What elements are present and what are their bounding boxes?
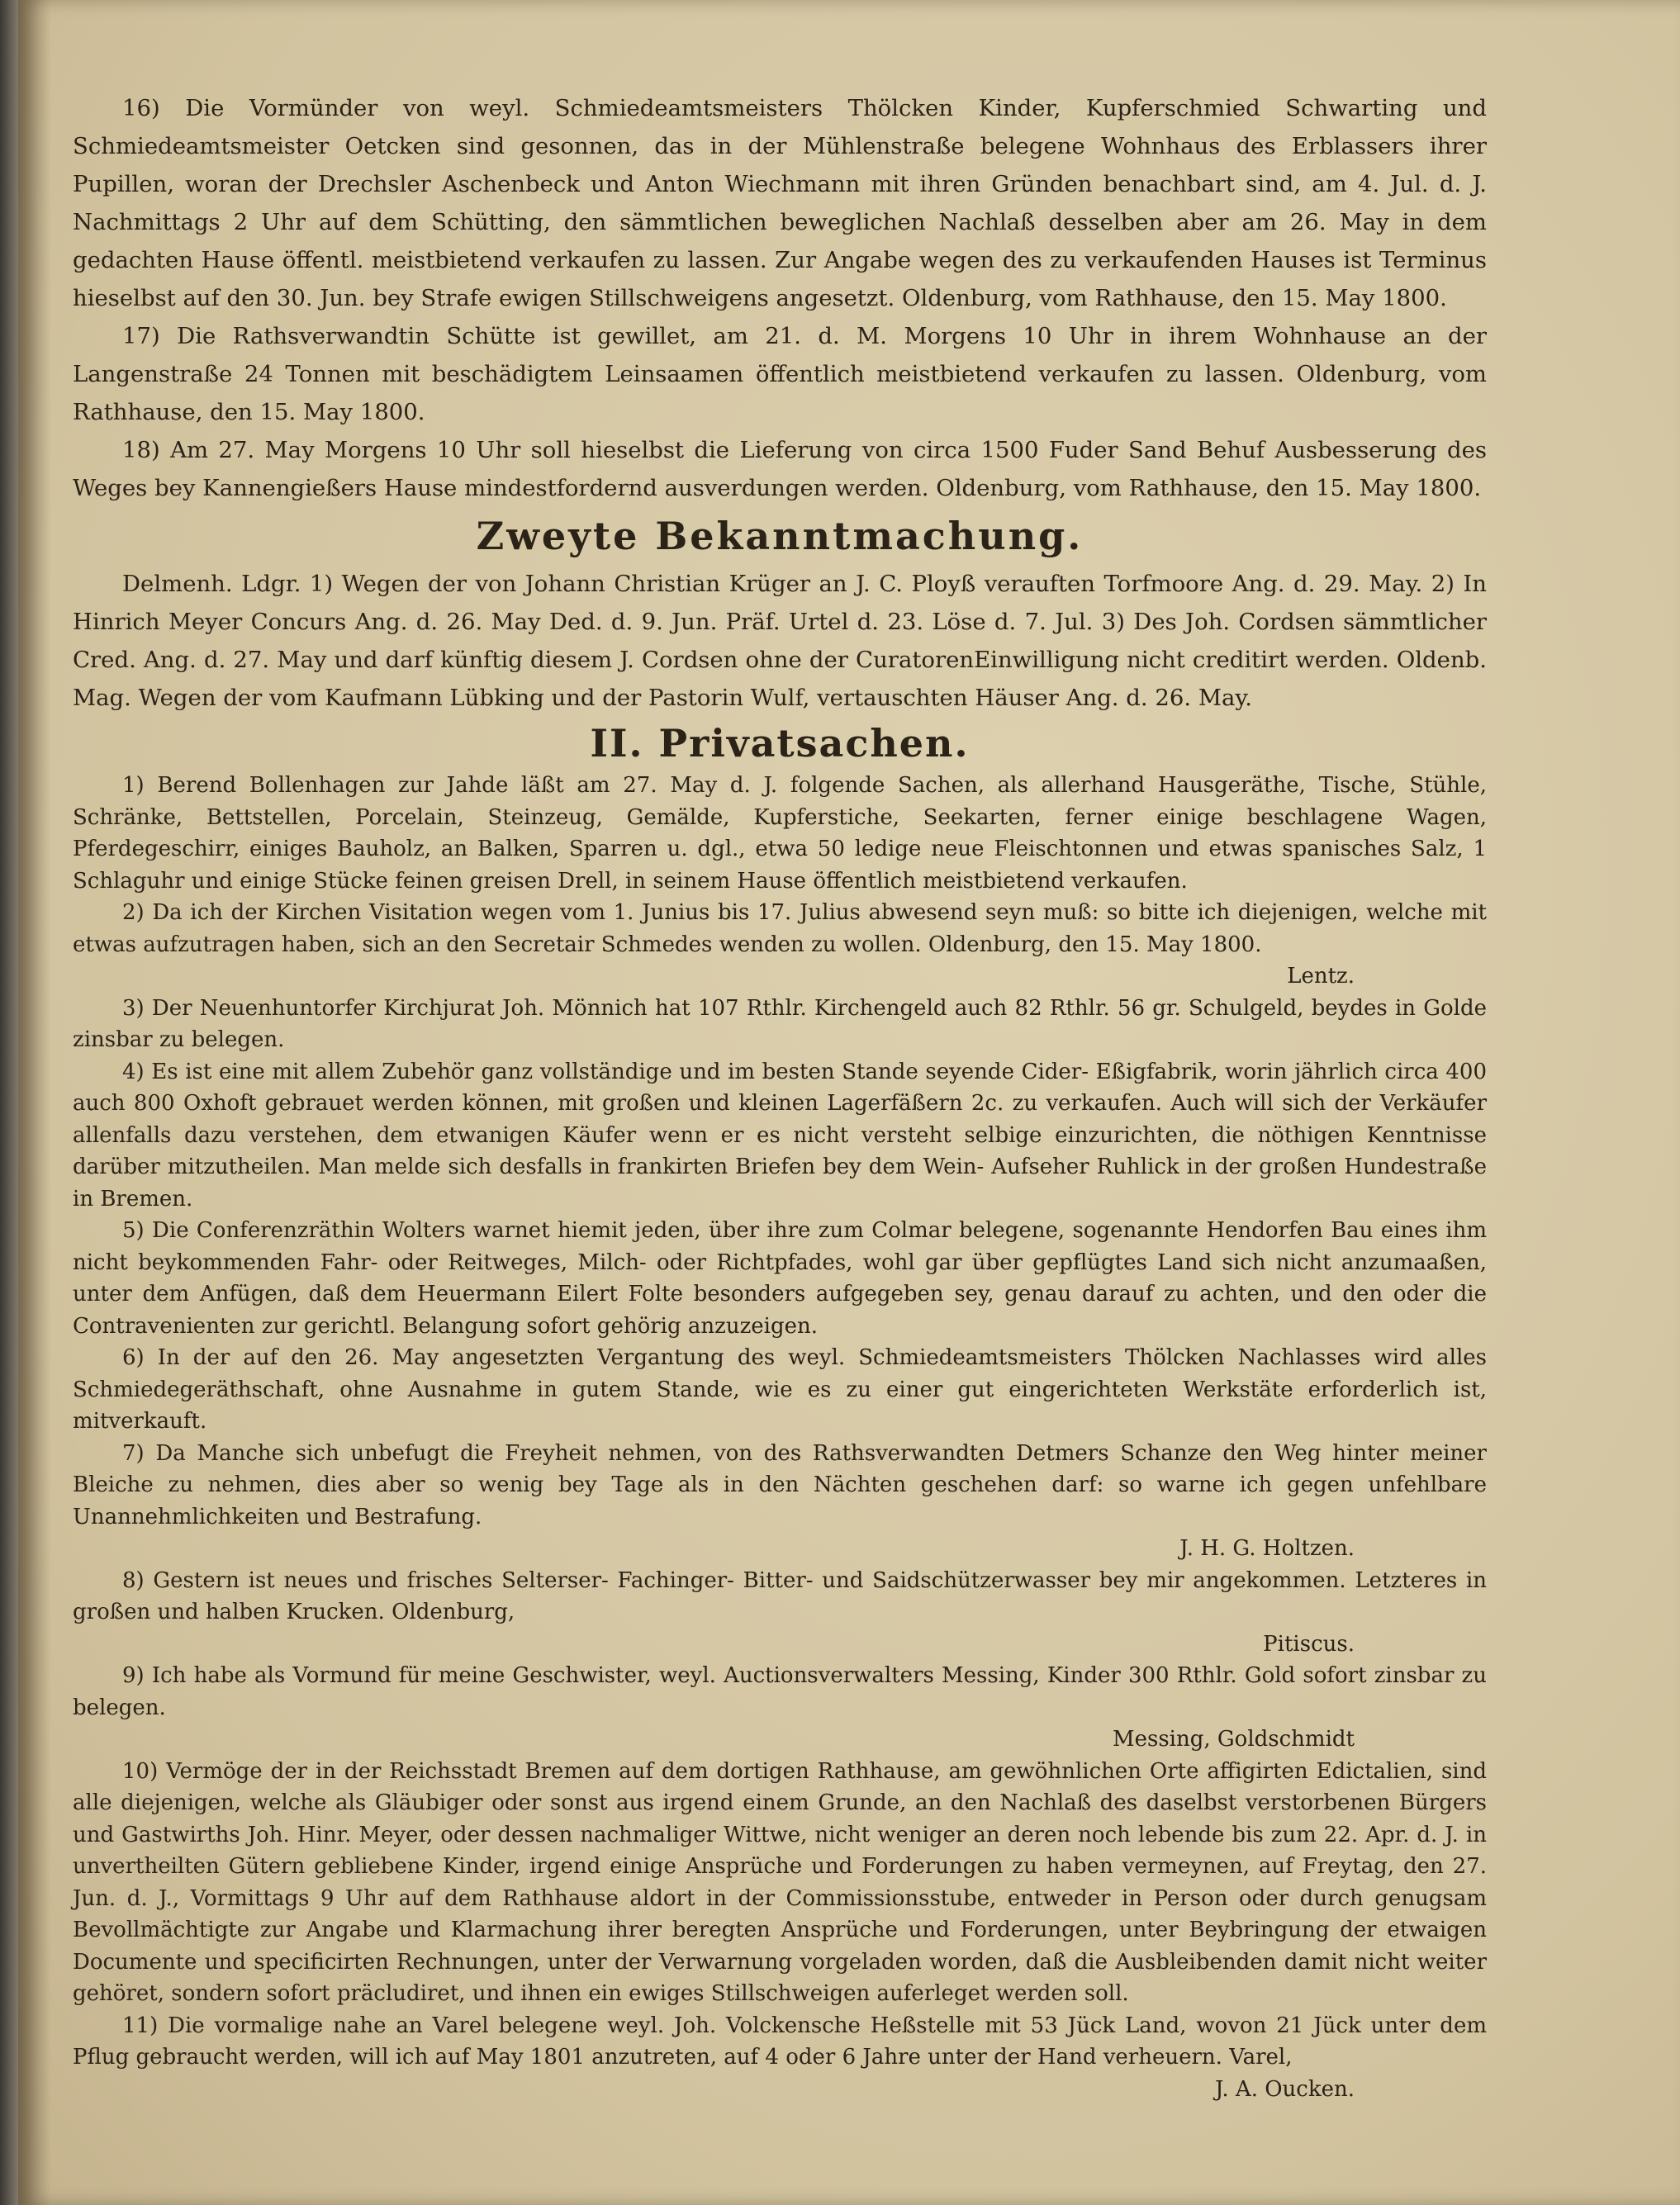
private-notice-1: 1) Berend Bollenhagen zur Jahde läßt am 27. May d. J. folgende Sachen, als allerhand Hausgeräthe, Tische, Stühle, Schränke, Bettstellen, Porcelain, Steinzeug, Gemälde, Kupferstiche, Seekarten, ferner einige beschlagene Wagen, Pferdegeschirr, einiges Bauholz, an Balken, Sparren u. dgl., etwa 50 ledige neue Fleischtonnen und etwas spanisches Salz, 1 Schlaguhr und einige Stücke feinen greisen Drell, in seinem Hause öffentlich meistbietend verkaufen. [73, 773, 1487, 894]
private-notice-6: 6) In der auf den 26. May angesetzten Vergantung des weyl. Schmiedeamtsmeisters Thölcken Nachlasses wird alles Schmiedegeräthschaft, ohne Ausnahme in gutem Stande, wie es zu einer gut eingerichteten Werkstäte erforderlich ist, mitverkauft. [73, 1345, 1487, 1434]
notice-16: 16) Die Vormünder von weyl. Schmiedeamtsmeisters Thölcken Kinder, Kupferschmied Schwarting und Schmiedeamtsmeister Oetcken sind gesonnen, das in der Mühlenstraße belegene Wohnhaus des Erblassers ihrer Pupillen, woran der Drechsler Aschenbeck und Anton Wiechmann mit ihren Gründen benachbart sind, am 4. Jul. d. J. Nachmittags 2 Uhr auf dem Schütting, den sämmtlichen beweglichen Nachlaß desselben aber am 26. May in dem gedachten Hause öffentl. meistbietend verkaufen zu lassen. Zur Angabe wegen des zu verkaufenden Hauses ist Terminus hieselbst auf den 30. Jun. bey Strafe ewigen Stillschweigens angesetzt. Oldenburg, vom Rathhause, den 15. May 1800. [73, 95, 1487, 311]
private-notice-2: 2) Da ich der Kirchen Visitation wegen vom 1. Junius bis 17. Julius abwesend seyn muß: so bitte ich diejenigen, welche mit etwas aufzutragen haben, sich an den Secretair Schmedes wenden zu wollen. Oldenburg, den 15. May 1800. [73, 900, 1487, 957]
private-notice-8: 8) Gestern ist neues und frisches Selterser- Fachinger- Bitter- und Saidschützerwasser bey mir angekommen. Letzteres in großen und halben Krucken. Oldenburg, [73, 1567, 1487, 1624]
private-notice-4: 4) Es ist eine mit allem Zubehör ganz vollständige und im besten Stande seyende Cider- Eßigfabrik, worin jährlich circa 400 auch 800 Oxhoft gebrauet werden können, mit großen und kleinen Lagerfäßern 2c. zu verkaufen. Auch will sich der Verkäufer allenfalls dazu verstehen, dem etwanigen Käufer wenn er es nicht versteht selbige einzurichten, die nöthigen Kenntnisse darüber mitzutheilen. Man melde sich desfalls in frankirten Briefen bey dem Wein- Aufseher Ruhlick in der großen Hundestraße in Bremen. [73, 1059, 1487, 1212]
private-notice-9: 9) Ich habe als Vormund für meine Geschwister, weyl. Auctionsverwalters Messing, Kinder 300 Rthlr. Gold sofort zinsbar zu belegen. [73, 1663, 1487, 1720]
private-notice-11-signature: J. A. Oucken. [1214, 2076, 1355, 2102]
notice-18: 18) Am 27. May Morgens 10 Uhr soll hieselbst die Lieferung von circa 1500 Fuder Sand Behuf Ausbesserung des Weges bey Kannengießers Hause mindestfordernd ausverdungen werden. Oldenburg, vom Rathhause, den 15. May 1800. [73, 437, 1487, 501]
private-notice-5: 5) Die Conferenzräthin Wolters warnet hiemit jeden, über ihre zum Colmar belegene, sogenannte Hendorfen Bau eines ihm nicht beykommenden Fahr- oder Reitweges, Milch- oder Richtpfades, wohl gar über gepflügtes Land sich nicht anzumaaßen, unter dem Anfügen, daß dem Heuermann Eilert Folte besonders aufgegeben sey, genau darauf zu achten, und den oder die Contravenienten zur gerichtl. Belangung sofort gehörig anzuzeigen. [73, 1218, 1487, 1339]
private-notice-11: 11) Die vormalige nahe an Varel belegene weyl. Joh. Volckensche Heßstelle mit 53 Jück Land, wovon 21 Jück unter dem Pflug gebraucht werden, will ich auf May 1801 anzutreten, auf 4 oder 6 Jahre unter der Hand verheuern. Varel, [73, 2013, 1487, 2070]
notice-17: 17) Die Rathsverwandtin Schütte ist gewillet, am 21. d. M. Morgens 10 Uhr in ihrem Wohnhause an der Langenstraße 24 Tonnen mit beschädigtem Leinsaamen öffentlich meistbietend verkaufen zu lassen. Oldenburg, vom Rathhause, den 15. May 1800. [73, 323, 1487, 425]
private-notice-7: 7) Da Manche sich unbefugt die Freyheit nehmen, von des Rathsverwandten Detmers Schanze den Weg hinter meiner Bleiche zu nehmen, dies aber so wenig bey Tage als in den Nächten geschehen darf: so warne ich gegen unfehlbare Unannehmlichkeiten und Bestrafung. [73, 1440, 1487, 1529]
zweyte-bekanntmachung-body: Delmenh. Ldgr. 1) Wegen der von Johann Christian Krüger an J. C. Ployß verauften Torfmoore Ang. d. 29. May. 2) In Hinrich Meyer Concurs Ang. d. 26. May Ded. d. 9. Jun. Präf. Urtel d. 23. Löse d. 7. Jul. 3) Des Joh. Cordsen sämmtlicher Cred. Ang. d. 27. May und darf künftig diesem J. Cordsen ohne der CuratorenEinwilligung nicht creditirt werden. Oldenb. Mag. Wegen der vom Kaufmann Lübking und der Pastorin Wulf, vertauschten Häuser Ang. d. 26. May. [73, 571, 1487, 711]
private-notice-2-signature: Lentz. [1287, 964, 1355, 989]
private-notice-10: 10) Vermöge der in der Reichsstadt Bremen auf dem dortigen Rathhause, am gewöhnlichen Orte affigirten Edictalien, sind alle diejenigen, welche als Gläubiger oder sonst aus irgend einem Grunde, an den Nachlaß des daselbst verstorbenen Bürgers und Gastwirths Joh. Hinr. Meyer, oder dessen nachmaliger Wittwe, nicht weniger an deren noch lebende bis zum 22. Apr. d. J. in unvertheilten Gütern gebliebene Kinder, irgend einige Ansprüche und Forderungen zu haben vermeynen, auf Freytag, den 27. Jun. d. J., Vormittags 9 Uhr auf dem Rathhause aldort in der Commissionsstube, entweder in Person oder durch genugsam Bevollmächtigte zur Angabe und Klarmachung ihrer beregten Ansprüche und Forderungen, unter Beybringung der etwaigen Documente und specificirten Rechnungen, unter der Verwarnung vorgeladen worden, daß die Ausbleibenden damit nicht weiter gehöret, sondern sofort präcludiret, und ihnen ein ewiges Stillschweigen auferleget werden soll. [73, 1758, 1487, 2006]
heading-zweyte-bekanntmachung: Zweyte Bekanntmachung. [476, 514, 1084, 558]
private-notice-8-signature: Pitiscus. [1263, 1631, 1355, 1657]
private-notice-9-signature: Messing, Goldschmidt [1112, 1727, 1355, 1752]
heading-privatsachen: II. Privatsachen. [590, 721, 970, 766]
private-notice-7-signature: J. H. G. Holtzen. [1179, 1536, 1355, 1561]
page-gutter-shadow [18, 0, 51, 2205]
privatsachen-section [73, 770, 1487, 2105]
document-text [73, 89, 1487, 2105]
private-notice-3: 3) Der Neuenhuntorfer Kirchjurat Joh. Mönnich hat 107 Rthlr. Kirchengeld auch 82 Rthlr. 56 gr. Schulgeld, beydes in Golde zinsbar zu belegen. [73, 995, 1487, 1052]
